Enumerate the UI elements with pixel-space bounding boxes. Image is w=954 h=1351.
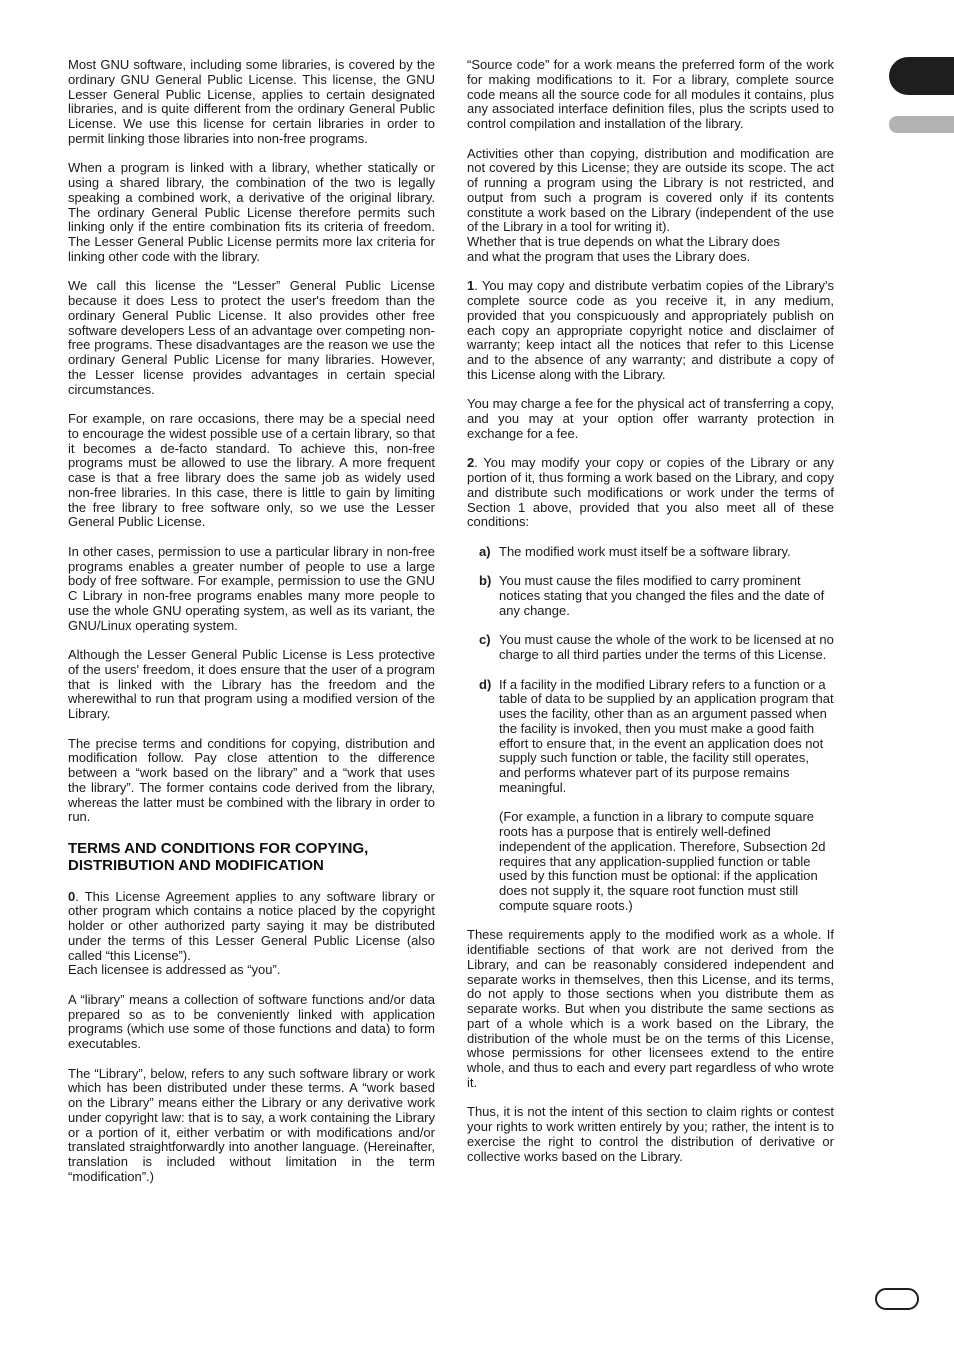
page-number-badge: [875, 1288, 919, 1310]
heading-line-1: TERMS AND CONDITIONS FOR COPYING,: [68, 839, 369, 857]
paragraph: Although the Lesser General Public License is Less protective of the users' freedom, it does ensure that the user of a program that is linked with the Library has the freedom and the wherewithal to run that program using a modified version of the Library.: [68, 647, 435, 721]
list-item-note: (For example, a function in a library to compute square roots has a purpose that is entirely well-defined independent of the application. Therefore, Subsection 2d requires that any application-supplied function or table used by this function must be optional: if the application does not supply it, the square root function must still compute square roots.): [499, 809, 826, 913]
paragraph: “Source code” for a work means the preferred form of the work for making modifications to it. For a library, complete source code means all the source code for all modules it contains, plus any associated interface definition files, plus the scripts used to control compilation and installation of the library.: [467, 57, 834, 131]
language-tab-marker: [889, 116, 954, 133]
section-tab-marker: [889, 57, 954, 95]
paragraph: We call this license the “Lesser” General Public License because it does Less to protect the user's freedom than the ordinary General Public License. It also provides other free software developers Less of an advantage over competing non-free programs. These disadvantages are the reason we use the ordinary General Public License for many libraries. However, the Lesser license provides advantages in certain special circumstances.: [68, 278, 435, 397]
clause-number: 2: [467, 455, 475, 471]
paragraph: Thus, it is not the intent of this section to claim rights or contest your rights to work written entirely by you; rather, the intent is to exercise the right to control the distribution of derivative or collective works based on the Library.: [467, 1104, 834, 1164]
clause-0: [68, 890, 435, 964]
list-item-text: You must cause the files modified to carry prominent notices stating that you changed the files and the date of any change.: [499, 573, 825, 618]
list-item-label: b): [479, 573, 492, 589]
paragraph: [467, 147, 834, 265]
paragraph-text: and what the program that uses the Library does.: [467, 248, 751, 264]
list-item: [467, 678, 834, 796]
paragraph: The precise terms and conditions for copying, distribution and modification follow. Pay close attention to the difference between a “work based on the library” and a “work that uses the library”. The former contains code derived from the library, whereas the latter must be combined with the library in order to run.: [68, 735, 435, 825]
paragraph: Most GNU software, including some libraries, is covered by the ordinary GNU General Public License. This license, the GNU Lesser General Public License, applies to certain designated libraries, and is quite different from the ordinary General Public License. We use this license for certain libraries in order to permit linking those libraries into non-free programs.: [68, 57, 435, 146]
list-item-text: You must cause the whole of the work to be licensed at no charge to all third parties under the terms of this License.: [499, 632, 834, 662]
clause-text: . You may copy and distribute verbatim copies of the Library's complete source code as you receive it, in any medium, provided that you conspicuously and appropriately publish on each copy an appropriate copyright notice and disclaimer of warranty; keep intact all the notices that refer to this License and to the absence of any warranty; and distribute a copy of this License along with the Library.: [467, 278, 834, 382]
clause-number: 0: [68, 888, 76, 904]
clause-1: [467, 279, 834, 382]
paragraph: In other cases, permission to use a particular library in non-free programs enables a greater number of people to use a large body of free software. For example, permission to use the GNU C Library in non-free programs enables many more people to use the whole GNU operating system, as well as its variant, the GNU/Linux operating system.: [68, 543, 435, 633]
right-column: [467, 58, 834, 1179]
list-item-label: a): [479, 543, 491, 559]
paragraph: For example, on rare occasions, there may be a special need to encourage the widest possible use of a certain library, so that it becomes a de-facto standard. To achieve this, non-free programs must be allowed to use the library. A more frequent case is that a free library does the same job as widely used non-free libraries. In this case, there is little to gain by limiting the free library to free software only, so we use the Lesser General Public License.: [68, 411, 435, 530]
paragraph: Each licensee is addressed as “you”.: [68, 962, 281, 978]
clause-text: . This License Agreement applies to any software library or other program which contains a notice placed by the copyright holder or other authorized party saying it may be distributed under the terms of this Lesser General Public License (also called “this License”).: [68, 888, 435, 963]
list-item: [467, 633, 834, 663]
left-column: [68, 58, 435, 1199]
list-item: [467, 574, 834, 618]
paragraph: The “Library”, below, refers to any such software library or work which has been distributed under these terms. A “work based on the Library” means either the Library or any derivative work under copyright law: that is to say, a work containing the Library or a portion of it, either verbatim or with modifications and/or translated straightforwardly into another language. (Hereinafter, translation is included without limitation in the term “modification”.): [68, 1065, 435, 1184]
clause-number: 1: [467, 278, 475, 294]
paragraph: These requirements apply to the modified work as a whole. If identifiable sections of that work are not derived from the Library, and can be reasonably considered independent and separate works in themselves, then this License, and its terms, do not apply to those sections when you distribute them as separate works. But when you distribute the same sections as part of a whole which is a work based on the Library, the distribution of the whole must be on the terms of this License, whose permissions for other licensees extend to the entire whole, and thus to each and every part regardless of who wrote it.: [467, 927, 834, 1090]
list-item: [467, 545, 834, 560]
list-item-text: If a facility in the modified Library refers to a function or a table of data to be supplied by an application program that uses the facility, other than as an argument passed when the facility is invoked, then you must make a good faith effort to ensure that, in the event an application does not supply such function or table, the facility still operates, and performs whatever part of its purpose remains meaningful.: [499, 676, 834, 795]
clause-2: [467, 456, 834, 530]
section-heading: [68, 840, 435, 875]
heading-line-2: DISTRIBUTION AND MODIFICATION: [68, 857, 324, 875]
paragraph: When a program is linked with a library, whether statically or using a shared library, the combination of the two is legally speaking a combined work, a derivative of the original library. The ordinary General Public License therefore permits such linking only if the entire combination fits its criteria of freedom. The Lesser General Public License permits more lax criteria for linking other code with the library.: [68, 160, 435, 264]
paragraph: A “library” means a collection of software functions and/or data prepared so as to be conveniently linked with application programs (which use some of those functions and data) to form executables.: [68, 991, 435, 1051]
clause-text: . You may modify your copy or copies of the Library or any portion of it, thus forming a work based on the Library, and copy and distribute such modifications or work under the terms of Section 1 above, provided that you also meet all of these conditions:: [467, 455, 834, 530]
paragraph: You may charge a fee for the physical act of transferring a copy, and you may at your option offer warranty protection in exchange for a fee.: [467, 396, 834, 441]
list-item-label: c): [479, 632, 491, 648]
list-item-label: d): [479, 676, 492, 692]
list-item-text: The modified work must itself be a software library.: [499, 543, 791, 559]
paragraph-text: Whether that is true depends on what the Library does: [467, 234, 780, 249]
paragraph-text: Activities other than copying, distribution and modification are not covered by this License; they are outside its scope. The act of running a program using the Library is not restricted, and output from such a program is covered only if its contents constitute a work based on the Library (independent of the use of the Library in a tool for writing it).: [467, 145, 834, 235]
